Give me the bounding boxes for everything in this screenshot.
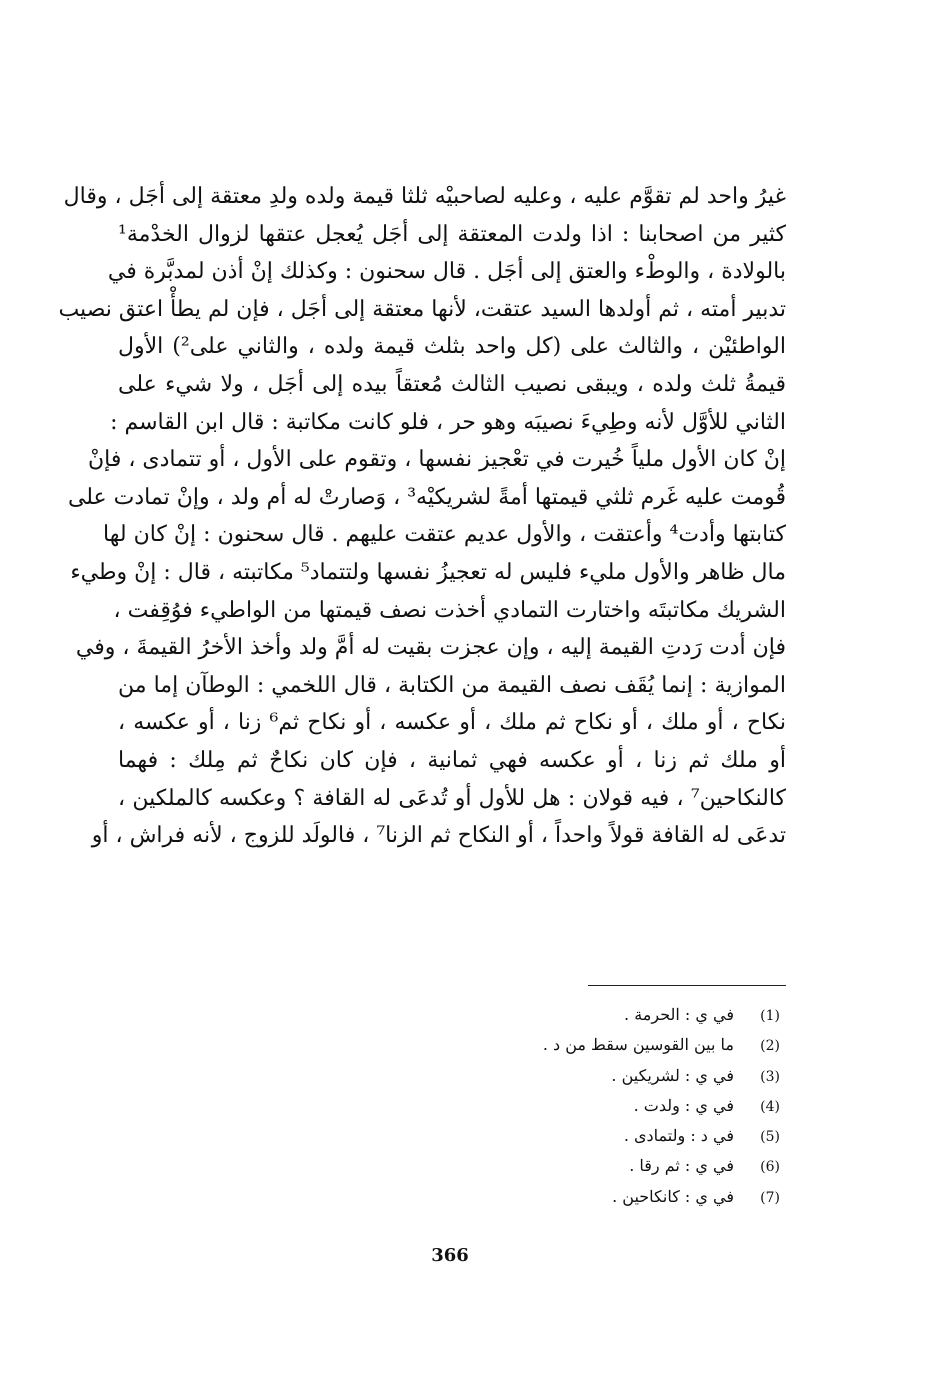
footnote-text: ما بين القوسين سقط من د . bbox=[542, 1035, 734, 1055]
body-line: كتابتها وأدت⁴ وأعتقت ، والأول عديم عتقت عليهم . قال سحنون : إنْ كان لها bbox=[103, 522, 786, 548]
body-line: قُومت عليه غَرم ثلثي قيمتها أمةً لشريكيْه³ ، وَصارتْ له أم ولد ، وإنْ تمادت على bbox=[67, 484, 786, 510]
footnote-item bbox=[430, 1030, 780, 1060]
footnote-text: في ي : ولدت . bbox=[633, 1095, 734, 1115]
footnote-number: (7) bbox=[760, 1189, 780, 1206]
body-line: نكاح ، أو ملك ، أو نكاح ثم ملك ، أو عكسه ، أو نكاح ثم⁶ زنا ، أو عكسه ، bbox=[118, 710, 786, 736]
footnote-divider bbox=[588, 985, 786, 986]
body-line: فإن أدت رَدتِ القيمة إليه ، وإن عجزت بقيت له أمَّ ولد وأخذ الأخرُ القيمةَ ، وفي bbox=[75, 635, 786, 661]
footnote-item bbox=[430, 1151, 780, 1181]
body-line: كثير من اصحابنا : اذا ولدت المعتقة إلى أجَل يُعجل عتقها لزوال الخدْمة¹ bbox=[118, 221, 786, 247]
footnote-number: (5) bbox=[760, 1129, 780, 1146]
footnote-item bbox=[430, 1091, 780, 1121]
footnote-text: في د : ولتمادى . bbox=[623, 1126, 734, 1146]
body-line: قيمةُ ثلث ولده ، ويبقى نصيب الثالث مُعتقاً بيده إلى أجَل ، ولا شيء على bbox=[118, 371, 786, 397]
footnote-number: (4) bbox=[760, 1098, 780, 1115]
body-line: إنْ كان الأول ملياً خُيرت في تعْجيز نفسها ، وتقوم على الأول ، أو تتمادى ، فإنْ bbox=[87, 447, 786, 473]
footnote-number: (6) bbox=[760, 1159, 780, 1176]
body-line: أو ملك ثم زنا ، أو عكسه فهي ثمانية ، فإن كان نكاحٌ ثم مِلك : فهما bbox=[118, 747, 786, 773]
body-line: بالولادة ، والوطْء والعتق إلى أجَل . قال سحنون : وكذلك إنْ أذن لمدبَّرة في bbox=[107, 259, 786, 285]
footnote-number: (2) bbox=[760, 1038, 780, 1055]
footnote-item bbox=[430, 1121, 780, 1151]
body-line: الثاني للأوَّل لأنه وطِيءَ نصيبَه وهو حر ، فلو كانت مكاتبة : قال ابن القاسم : bbox=[110, 409, 786, 435]
body-line: تدعَى له القافة قولاً واحداً ، أو النكاح ثم الزنا⁷ ، فالولَد للزوج ، لأنه فراش ، أو bbox=[91, 823, 786, 849]
page-number: 366 bbox=[431, 1245, 469, 1266]
body-line: الواطئيْن ، والثالث على (كل واحد بثلث قيمة ولده ، والثاني على²) الأول bbox=[118, 334, 786, 360]
body-line: غيرُ واحد لم تقوَّم عليه ، وعليه لصاحبيْه ثلثا قيمة ولده ولدِ معتقة إلى أجَل ، وقال bbox=[63, 184, 786, 209]
footnote-number: (1) bbox=[760, 1008, 780, 1024]
footnotes-list bbox=[430, 1000, 780, 1212]
footnote-text: في ي : الحرمة . bbox=[624, 1005, 734, 1024]
footnote-item bbox=[430, 1000, 780, 1030]
body-line: كالنكاحين⁷ ، فيه قولان : هل للأول أو تُدعَى له القافة ؟ وعكسه كالملكين ، bbox=[118, 785, 786, 811]
body-text bbox=[58, 178, 786, 855]
footnote-text: في ي : كانكاحين . bbox=[612, 1186, 734, 1206]
footnote-number: (3) bbox=[760, 1068, 780, 1085]
footnote-item bbox=[430, 1061, 780, 1091]
body-line: الشريك مكاتبتَه واختارت التمادي أخذت نصف قيمتها من الواطيء فوُقِفت ، bbox=[113, 597, 786, 623]
footnote-text: في ي : لشريكين . bbox=[611, 1065, 734, 1085]
body-line: الموازية : إنما يُقَف نصف القيمة من الكتابة ، قال اللخمي : الوطآن إما من bbox=[118, 672, 786, 698]
footnote-text: في ي : ثم رقا . bbox=[629, 1156, 734, 1176]
body-line: مال ظاهر والأول مليء فليس له تعجيزُ نفسها ولتتماد⁵ مكاتبته ، قال : إنْ وطيء bbox=[70, 559, 786, 585]
footnote-item bbox=[430, 1182, 780, 1212]
body-line: تدبير أمته ، ثم أولدها السيد عتقت، لأنها معتقة إلى أجَل ، فإن لم يطأْ اعتق نصيب bbox=[58, 296, 786, 322]
